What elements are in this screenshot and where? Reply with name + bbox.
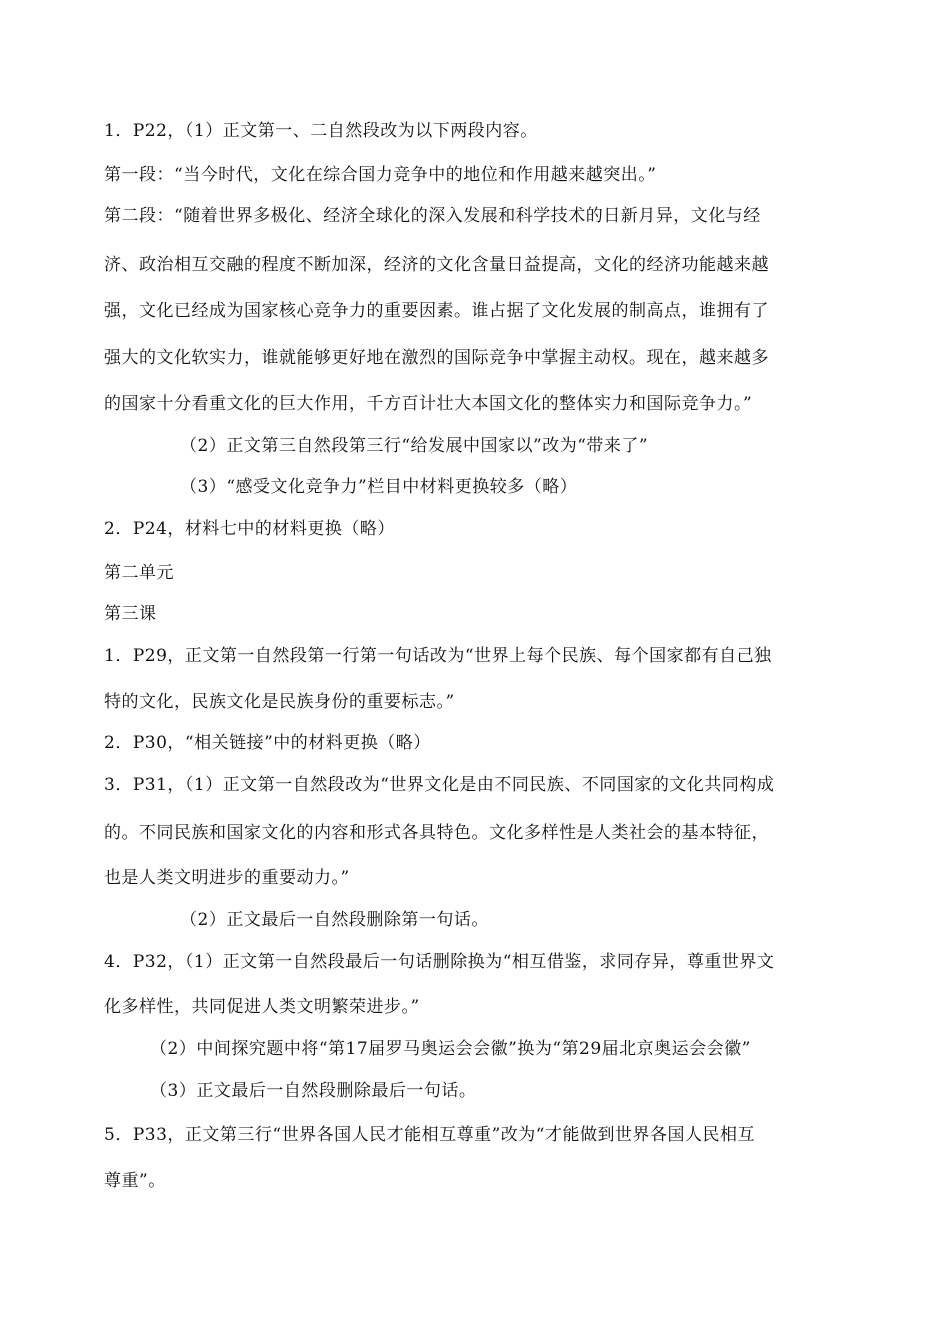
text-line: （2）中间探究题中将“第17届罗马奥运会会徽”换为“第29届北京奥运会会徽”	[150, 1039, 751, 1059]
text-line: 济、政治相互交融的程度不断加深，经济的文化含量日益提高，文化的经济功能越来越	[104, 255, 769, 275]
section-heading: 第二单元	[104, 563, 174, 583]
text-line: 1．P29，正文第一自然段第一行第一句话改为“世界上每个民族、每个国家都有自己独	[104, 646, 772, 666]
text-line: 化多样性，共同促进人类文明繁荣进步。”	[104, 997, 420, 1017]
text-line: 的国家十分看重文化的巨大作用，千方百计壮大本国文化的整体实力和国际竞争力。”	[104, 394, 753, 414]
text-line: （2）正文第三自然段第三行“给发展中国家以”改为“带来了”	[180, 436, 649, 456]
text-line: 第一段：“当今时代，文化在综合国力竞争中的地位和作用越来越突出。”	[104, 165, 657, 185]
text-line: 第二段：“随着世界多极化、经济全球化的深入发展和科学技术的日新月异，文化与经	[104, 206, 761, 226]
text-line: 5．P33，正文第三行“世界各国人民才能相互尊重”改为“才能做到世界各国人民相互	[104, 1125, 755, 1145]
text-line: 2．P30，“相关链接”中的材料更换（略）	[104, 733, 431, 753]
text-line: 特的文化，民族文化是民族身份的重要标志。”	[104, 692, 455, 712]
text-line: （3）正文最后一自然段删除最后一句话。	[150, 1081, 477, 1101]
text-line: 强大的文化软实力，谁就能够更好地在激烈的国际竞争中掌握主动权。现在，越来越多	[104, 348, 769, 368]
text-line: （3）“感受文化竞争力”栏目中材料更换较多（略）	[180, 477, 578, 497]
text-line: 1．P22，（1）正文第一、二自然段改为以下两段内容。	[104, 121, 538, 141]
lesson-heading: 第三课	[104, 604, 157, 624]
text-line: 也是人类文明进步的重要动力。”	[104, 868, 350, 888]
text-line: 3．P31，（1）正文第一自然段改为“世界文化是由不同民族、不同国家的文化共同构成	[104, 775, 775, 795]
text-line: （2）正文最后一自然段删除第一句话。	[180, 910, 489, 930]
text-line: 强，文化已经成为国家核心竞争力的重要因素。谁占据了文化发展的制高点，谁拥有了	[104, 301, 769, 321]
text-line: 的。不同民族和国家文化的内容和形式各具特色。文化多样性是人类社会的基本特征，	[104, 823, 769, 843]
text-line: 2．P24，材料七中的材料更换（略）	[104, 519, 395, 539]
text-line: 尊重”。	[104, 1171, 166, 1191]
text-line: 4．P32，（1）正文第一自然段最后一句话删除换为“相互借鉴，求同存异，尊重世界文	[104, 952, 775, 972]
